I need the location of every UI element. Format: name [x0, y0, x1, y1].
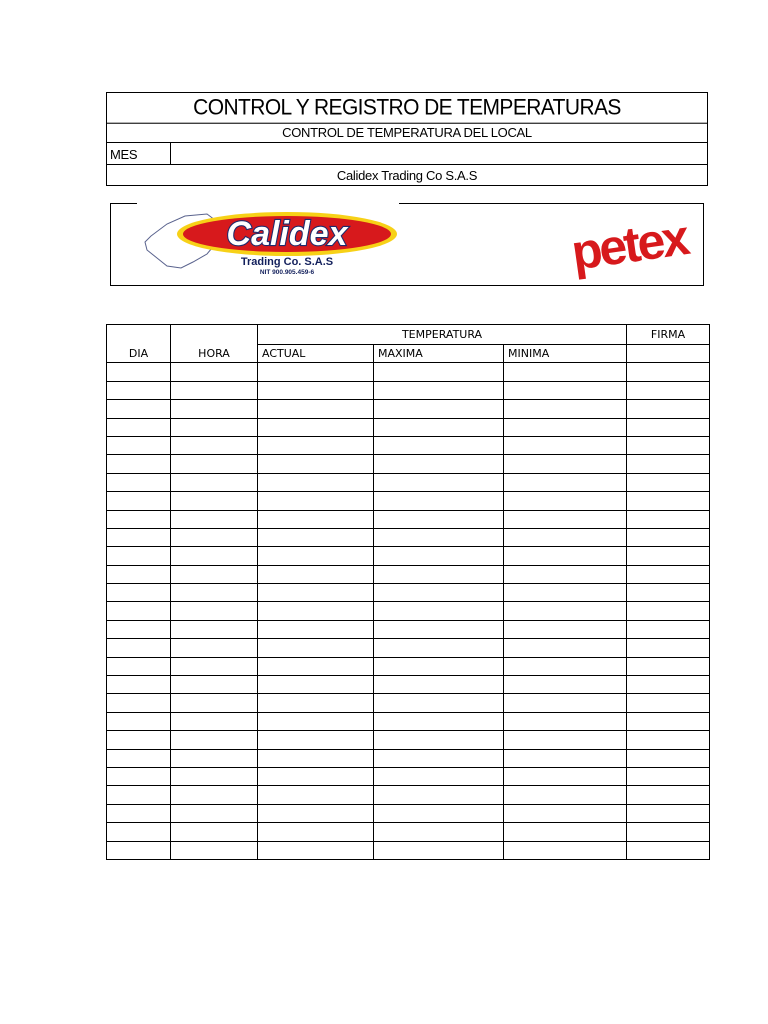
- cell-maxima[interactable]: [374, 492, 504, 510]
- cell-actual[interactable]: [258, 547, 374, 565]
- cell-actual[interactable]: [258, 400, 374, 418]
- column-header-firma: FIRMA: [627, 325, 710, 345]
- cell-minima[interactable]: [504, 547, 627, 565]
- cell-dia[interactable]: [107, 676, 171, 694]
- table-row: [107, 823, 710, 841]
- cell-actual[interactable]: [258, 804, 374, 822]
- table-row: [107, 436, 710, 454]
- table-row: [107, 528, 710, 546]
- cell-minima[interactable]: [504, 804, 627, 822]
- cell-dia[interactable]: [107, 473, 171, 491]
- cell-hora[interactable]: [171, 547, 258, 565]
- cell-dia[interactable]: [107, 436, 171, 454]
- cell-firma[interactable]: [627, 492, 710, 510]
- cell-dia[interactable]: [107, 584, 171, 602]
- cell-maxima[interactable]: [374, 694, 504, 712]
- table-row: [107, 767, 710, 785]
- calidex-logo: [137, 206, 409, 282]
- cell-actual[interactable]: [258, 473, 374, 491]
- cell-maxima[interactable]: [374, 400, 504, 418]
- cell-firma[interactable]: [627, 731, 710, 749]
- cell-firma[interactable]: [627, 363, 710, 381]
- cell-hora[interactable]: [171, 712, 258, 730]
- cell-maxima[interactable]: [374, 676, 504, 694]
- cell-dia[interactable]: [107, 547, 171, 565]
- cell-dia[interactable]: [107, 767, 171, 785]
- cell-hora[interactable]: [171, 473, 258, 491]
- table-row: [107, 602, 710, 620]
- cell-maxima[interactable]: [374, 565, 504, 583]
- cell-maxima[interactable]: [374, 455, 504, 473]
- cell-hora[interactable]: [171, 731, 258, 749]
- cell-hora[interactable]: [171, 657, 258, 675]
- cell-firma[interactable]: [627, 767, 710, 785]
- cell-maxima[interactable]: [374, 418, 504, 436]
- cell-dia[interactable]: [107, 381, 171, 399]
- cell-maxima[interactable]: [374, 602, 504, 620]
- table-row: [107, 694, 710, 712]
- table-row: [107, 584, 710, 602]
- cell-actual[interactable]: [258, 749, 374, 767]
- cell-hora[interactable]: [171, 400, 258, 418]
- cell-actual[interactable]: [258, 694, 374, 712]
- cell-dia[interactable]: [107, 528, 171, 546]
- cell-firma[interactable]: [627, 786, 710, 804]
- cell-hora[interactable]: [171, 602, 258, 620]
- cell-minima[interactable]: [504, 731, 627, 749]
- cell-dia[interactable]: [107, 712, 171, 730]
- mes-label: MES: [107, 143, 171, 164]
- cell-dia[interactable]: [107, 510, 171, 528]
- cell-hora[interactable]: [171, 639, 258, 657]
- cell-actual[interactable]: [258, 492, 374, 510]
- table-row: [107, 749, 710, 767]
- cell-firma[interactable]: [627, 694, 710, 712]
- table-row: [107, 804, 710, 822]
- cell-hora[interactable]: [171, 455, 258, 473]
- cell-maxima[interactable]: [374, 767, 504, 785]
- table-row: [107, 639, 710, 657]
- cell-dia[interactable]: [107, 602, 171, 620]
- mes-row: [107, 143, 707, 165]
- cell-actual[interactable]: [258, 731, 374, 749]
- table-row: [107, 492, 710, 510]
- cell-minima[interactable]: [504, 584, 627, 602]
- cell-dia[interactable]: [107, 694, 171, 712]
- company-name: Calidex Trading Co S.A.S: [336, 168, 478, 183]
- cell-hora[interactable]: [171, 786, 258, 804]
- cell-firma[interactable]: [627, 712, 710, 730]
- cell-minima[interactable]: [504, 823, 627, 841]
- column-header-actual: ACTUAL: [258, 345, 374, 363]
- column-header-minima: MINIMA: [504, 345, 627, 363]
- logo-box: [110, 203, 704, 286]
- cell-maxima[interactable]: [374, 363, 504, 381]
- cell-firma[interactable]: [627, 657, 710, 675]
- cell-actual[interactable]: [258, 381, 374, 399]
- firma-subheader-cell: [627, 345, 710, 363]
- cell-minima[interactable]: [504, 363, 627, 381]
- cell-actual[interactable]: [258, 620, 374, 638]
- cell-minima[interactable]: [504, 694, 627, 712]
- column-header-dia: DIA: [107, 325, 171, 363]
- cell-actual[interactable]: [258, 418, 374, 436]
- table-row: [107, 712, 710, 730]
- cell-actual[interactable]: [258, 436, 374, 454]
- cell-hora[interactable]: [171, 804, 258, 822]
- cell-minima[interactable]: [504, 436, 627, 454]
- cell-actual[interactable]: [258, 657, 374, 675]
- cell-hora[interactable]: [171, 823, 258, 841]
- cell-firma[interactable]: [627, 400, 710, 418]
- cell-maxima[interactable]: [374, 547, 504, 565]
- cell-actual[interactable]: [258, 676, 374, 694]
- table-row: [107, 510, 710, 528]
- header-box: [106, 92, 708, 186]
- cell-maxima[interactable]: [374, 473, 504, 491]
- cell-maxima[interactable]: [374, 381, 504, 399]
- cell-actual[interactable]: [258, 565, 374, 583]
- cell-minima[interactable]: [504, 712, 627, 730]
- cell-hora[interactable]: [171, 418, 258, 436]
- cell-hora[interactable]: [171, 363, 258, 381]
- cell-actual[interactable]: [258, 528, 374, 546]
- cell-hora[interactable]: [171, 620, 258, 638]
- cell-dia[interactable]: [107, 418, 171, 436]
- cell-dia[interactable]: [107, 455, 171, 473]
- cell-maxima[interactable]: [374, 712, 504, 730]
- cell-actual[interactable]: [258, 841, 374, 859]
- cell-minima[interactable]: [504, 381, 627, 399]
- column-group-temperatura: TEMPERATURA: [258, 325, 627, 345]
- cell-dia[interactable]: [107, 639, 171, 657]
- temperature-log-table: [106, 324, 710, 860]
- document-subtitle: CONTROL DE TEMPERATURA DEL LOCAL: [107, 123, 707, 143]
- cell-firma[interactable]: [627, 381, 710, 399]
- document-title: CONTROL Y REGISTRO DE TEMPERATURAS: [107, 92, 707, 124]
- cell-dia[interactable]: [107, 363, 171, 381]
- cell-firma[interactable]: [627, 584, 710, 602]
- cell-maxima[interactable]: [374, 639, 504, 657]
- cell-firma[interactable]: [627, 547, 710, 565]
- petex-wordmark: petex: [567, 209, 691, 281]
- calidex-nit: NIT 900.905.459-6: [259, 269, 315, 276]
- cell-hora[interactable]: [171, 528, 258, 546]
- table-row: [107, 418, 710, 436]
- cell-actual[interactable]: [258, 786, 374, 804]
- cell-firma[interactable]: [627, 473, 710, 491]
- cell-minima[interactable]: [504, 749, 627, 767]
- cell-actual[interactable]: [258, 510, 374, 528]
- table-row: [107, 547, 710, 565]
- cell-hora[interactable]: [171, 381, 258, 399]
- petex-logo: [559, 204, 699, 284]
- cell-hora[interactable]: [171, 841, 258, 859]
- cell-minima[interactable]: [504, 676, 627, 694]
- table-row: [107, 620, 710, 638]
- cell-dia[interactable]: [107, 749, 171, 767]
- cell-maxima[interactable]: [374, 804, 504, 822]
- cell-maxima[interactable]: [374, 823, 504, 841]
- cell-actual[interactable]: [258, 639, 374, 657]
- table-row: [107, 455, 710, 473]
- cell-hora[interactable]: [171, 694, 258, 712]
- cell-minima[interactable]: [504, 565, 627, 583]
- cell-dia[interactable]: [107, 620, 171, 638]
- cell-maxima[interactable]: [374, 510, 504, 528]
- cell-minima[interactable]: [504, 786, 627, 804]
- cell-minima[interactable]: [504, 620, 627, 638]
- cell-actual[interactable]: [258, 363, 374, 381]
- cell-hora[interactable]: [171, 676, 258, 694]
- cell-hora[interactable]: [171, 565, 258, 583]
- table-row: [107, 565, 710, 583]
- cell-actual[interactable]: [258, 767, 374, 785]
- table-row: [107, 363, 710, 381]
- cell-firma[interactable]: [627, 676, 710, 694]
- cell-minima[interactable]: [504, 400, 627, 418]
- cell-firma[interactable]: [627, 749, 710, 767]
- cell-firma[interactable]: [627, 602, 710, 620]
- table-row: [107, 400, 710, 418]
- cell-minima[interactable]: [504, 510, 627, 528]
- cell-maxima[interactable]: [374, 528, 504, 546]
- cell-hora[interactable]: [171, 492, 258, 510]
- cell-firma[interactable]: [627, 620, 710, 638]
- cell-firma[interactable]: [627, 823, 710, 841]
- cell-dia[interactable]: [107, 786, 171, 804]
- cell-minima[interactable]: [504, 528, 627, 546]
- cell-minima[interactable]: [504, 639, 627, 657]
- cell-maxima[interactable]: [374, 841, 504, 859]
- cell-maxima[interactable]: [374, 731, 504, 749]
- cell-dia[interactable]: [107, 565, 171, 583]
- cell-minima[interactable]: [504, 767, 627, 785]
- cell-hora[interactable]: [171, 584, 258, 602]
- cell-minima[interactable]: [504, 841, 627, 859]
- table-row: [107, 731, 710, 749]
- cell-firma[interactable]: [627, 455, 710, 473]
- cell-actual[interactable]: [258, 823, 374, 841]
- cell-dia[interactable]: [107, 400, 171, 418]
- cell-minima[interactable]: [504, 418, 627, 436]
- table-row: [107, 786, 710, 804]
- cell-minima[interactable]: [504, 492, 627, 510]
- cell-minima[interactable]: [504, 473, 627, 491]
- cell-hora[interactable]: [171, 510, 258, 528]
- cell-dia[interactable]: [107, 823, 171, 841]
- cell-dia[interactable]: [107, 731, 171, 749]
- cell-dia[interactable]: [107, 841, 171, 859]
- table-row: [107, 841, 710, 859]
- cell-maxima[interactable]: [374, 657, 504, 675]
- calidex-subtitle: Trading Co. S.A.S: [240, 256, 334, 268]
- cell-actual[interactable]: [258, 712, 374, 730]
- cell-firma[interactable]: [627, 565, 710, 583]
- cell-actual[interactable]: [258, 602, 374, 620]
- cell-firma[interactable]: [627, 510, 710, 528]
- cell-hora[interactable]: [171, 436, 258, 454]
- cell-actual[interactable]: [258, 584, 374, 602]
- cell-minima[interactable]: [504, 455, 627, 473]
- cell-dia[interactable]: [107, 804, 171, 822]
- table-row: [107, 381, 710, 399]
- cell-minima[interactable]: [504, 602, 627, 620]
- cell-maxima[interactable]: [374, 620, 504, 638]
- column-header-hora: HORA: [171, 325, 258, 363]
- cell-hora[interactable]: [171, 767, 258, 785]
- cell-firma[interactable]: [627, 804, 710, 822]
- cell-actual[interactable]: [258, 455, 374, 473]
- cell-maxima[interactable]: [374, 786, 504, 804]
- cell-firma[interactable]: [627, 436, 710, 454]
- cell-maxima[interactable]: [374, 749, 504, 767]
- column-header-maxima: MAXIMA: [374, 345, 504, 363]
- table-row: [107, 676, 710, 694]
- cell-dia[interactable]: [107, 657, 171, 675]
- cell-dia[interactable]: [107, 492, 171, 510]
- cell-firma[interactable]: [627, 841, 710, 859]
- table-body: [107, 363, 710, 860]
- cell-maxima[interactable]: [374, 436, 504, 454]
- cell-firma[interactable]: [627, 418, 710, 436]
- table-row: [107, 473, 710, 491]
- calidex-wordmark: Calidex: [226, 215, 348, 253]
- cell-hora[interactable]: [171, 749, 258, 767]
- cell-minima[interactable]: [504, 657, 627, 675]
- cell-maxima[interactable]: [374, 584, 504, 602]
- table-row: [107, 657, 710, 675]
- mes-value-field[interactable]: [171, 143, 707, 164]
- cell-firma[interactable]: [627, 528, 710, 546]
- cell-firma[interactable]: [627, 639, 710, 657]
